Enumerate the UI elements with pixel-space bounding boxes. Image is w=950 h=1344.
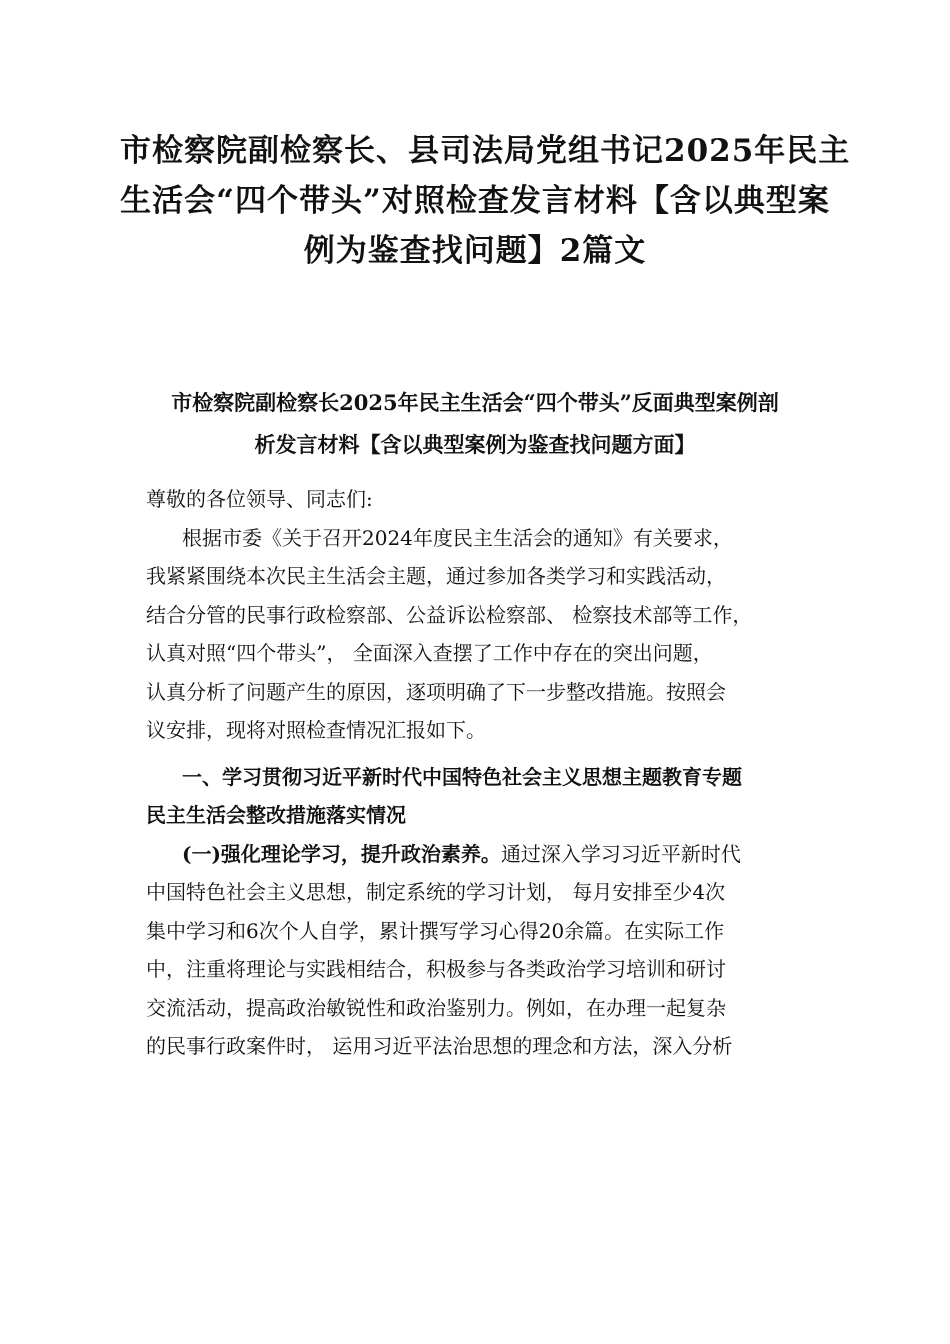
title-line: 例为鉴查找问题】2篇文 [303,233,647,269]
paragraph-line: 议安排，现将对照检查情况汇报如下。 [146,718,486,742]
paragraph-line: 集中学习和6次个人自学，累计撰写学习心得20余篇。在实际工作 [146,918,725,943]
subsection-paragraph [146,835,816,1066]
heading-line: 一、学习贯彻习近平新时代中国特色社会主义思想主题教育专题 [182,764,742,789]
paragraph-line: 的民事行政案件时， 运用习近平法治思想的理念和方法，深入分析 [146,1034,733,1058]
title-line: 生活会“四个带头”对照检查发言材料【含以典型案 [120,183,830,219]
section-heading [146,758,816,835]
salutation: 尊敬的各位领导、同志们: [146,487,373,511]
paragraph-line: 中，注重将理论与实践相结合，积极参与各类政治学习培训和研讨 [146,957,726,981]
paragraph-line: 结合分管的民事行政检察部、公益诉讼检察部、 检察技术部等工作， [146,602,753,627]
paragraph-line [146,835,816,874]
subtitle-line: 析发言材料【含以典型案例为鉴查找问题方面】 [254,432,696,457]
paragraph-line: 根据市委《关于召开2024年度民主生活会的通知》有关要求， [182,525,733,550]
paragraph-line: 认真对照“四个带头”， 全面深入查摆了工作中存在的突出问题， [146,641,713,665]
paragraph-line: 中国特色社会主义思想，制定系统的学习计划， 每月安排至少4次 [146,880,726,904]
subsection-heading: (一)强化理论学习，提升政治素养。 [182,841,501,866]
intro-paragraph [146,519,816,750]
paragraph-line: 我紧紧围绕本次民主生活会主题，通过参加各类学习和实践活动， [146,564,726,588]
document-title [120,126,851,276]
title-line: 市检察院副检察长、县司法局党组书记2025年民主 [120,133,851,169]
document-body [146,480,816,1066]
paragraph-line: 交流活动，提高政治敏锐性和政治鉴别力。例如，在办理一起复杂 [146,995,726,1020]
paragraph-line: 认真分析了问题产生的原因，逐项明确了下一步整改措施。按照会 [146,679,726,704]
subtitle-line: 市检察院副检察长2025年民主生活会“四个带头”反面典型案例剖 [171,390,779,415]
document-subtitle [120,382,830,466]
heading-line: 民主生活会整改措施落实情况 [146,803,406,827]
paragraph-text: 通过深入学习习近平新时代 [500,841,741,866]
